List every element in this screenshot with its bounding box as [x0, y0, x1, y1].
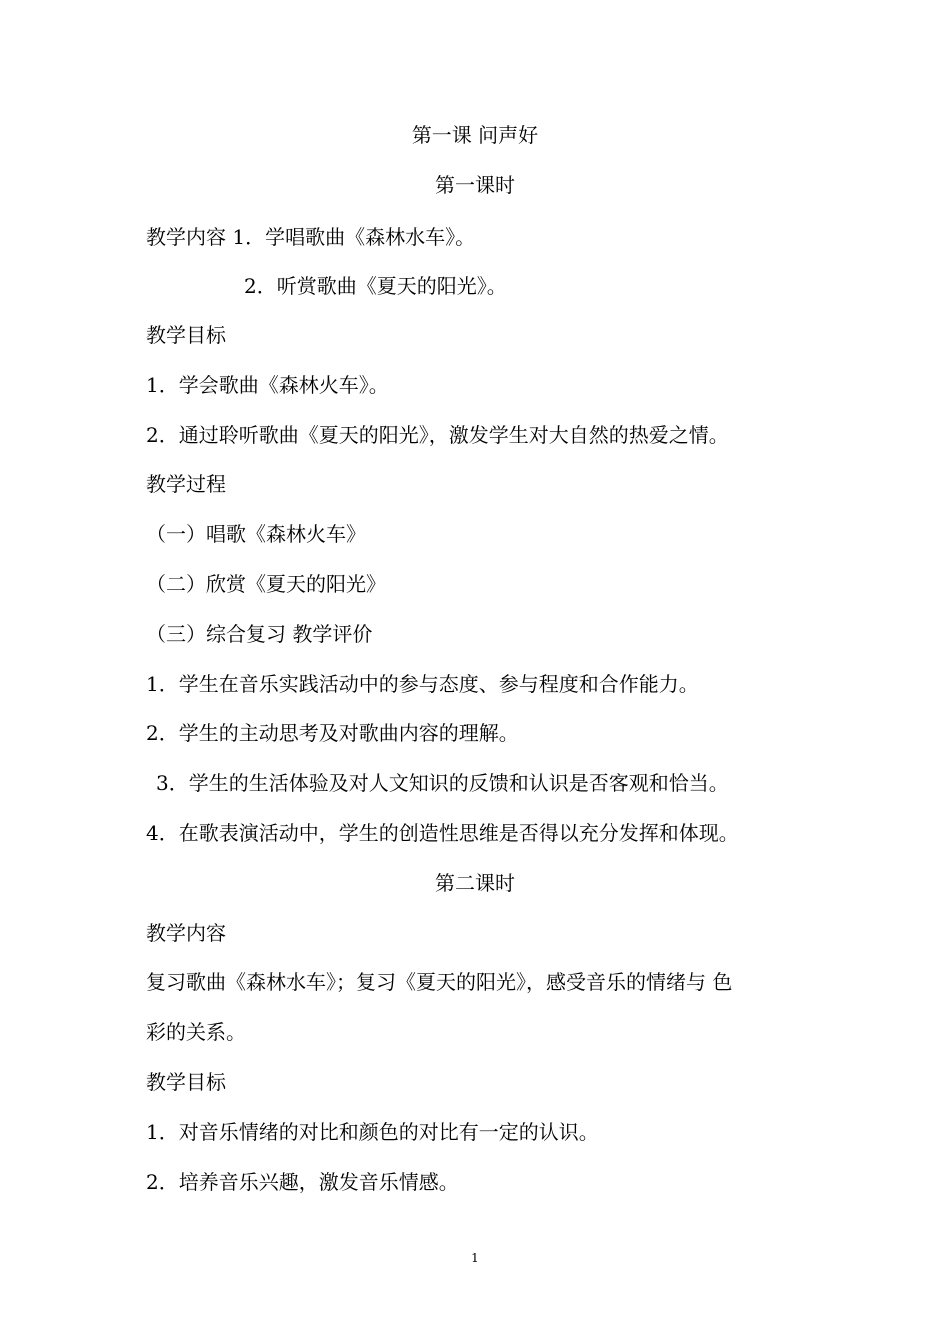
section2-content-heading: 教学内容: [146, 921, 226, 945]
section1-process-1: （一）唱歌《森林火车》: [146, 522, 366, 546]
section1-eval-3: 3．学生的生活体验及对人文知识的反馈和认识是否客观和恰当。: [156, 771, 729, 795]
page-number: 1: [471, 1251, 479, 1265]
section1-process-heading: 教学过程: [146, 472, 226, 496]
section2-content-line1: 复习歌曲《森林水车》；复习《夏天的阳光》，感受音乐的情绪与 色: [146, 970, 733, 994]
section1-eval-1: 1．学生在音乐实践活动中的参与态度、参与程度和合作能力。: [146, 672, 699, 696]
section2-heading: 第二课时: [435, 871, 515, 895]
section2-goal-2: 2．培养音乐兴趣，激发音乐情感。: [146, 1170, 459, 1194]
section1-process-3: （三）综合复习 教学评价: [146, 622, 373, 646]
section1-eval-2: 2．学生的主动思考及对歌曲内容的理解。: [146, 721, 519, 745]
section1-content-line1: 教学内容 1．学唱歌曲《森林水车》。: [146, 225, 476, 249]
section1-goal-2: 2．通过聆听歌曲《夏天的阳光》，激发学生对大自然的热爱之情。: [146, 423, 729, 447]
section2-goal-1: 1．对音乐情绪的对比和颜色的对比有一定的认识。: [146, 1120, 599, 1144]
section2-goals-heading: 教学目标: [146, 1070, 226, 1094]
section2-content-line2: 彩的关系。: [146, 1020, 246, 1044]
section1-content-line2: 2．听赏歌曲《夏天的阳光》。: [244, 274, 507, 298]
section1-goals-heading: 教学目标: [146, 323, 226, 347]
section1-process-2: （二）欣赏《夏天的阳光》: [146, 572, 386, 596]
section1-eval-4: 4．在歌表演活动中，学生的创造性思维是否得以充分发挥和体现。: [146, 821, 739, 845]
section1-goal-1: 1．学会歌曲《森林火车》。: [146, 373, 389, 397]
lesson-title: 第一课 问声好: [411, 123, 539, 147]
section1-heading: 第一课时: [435, 173, 515, 197]
